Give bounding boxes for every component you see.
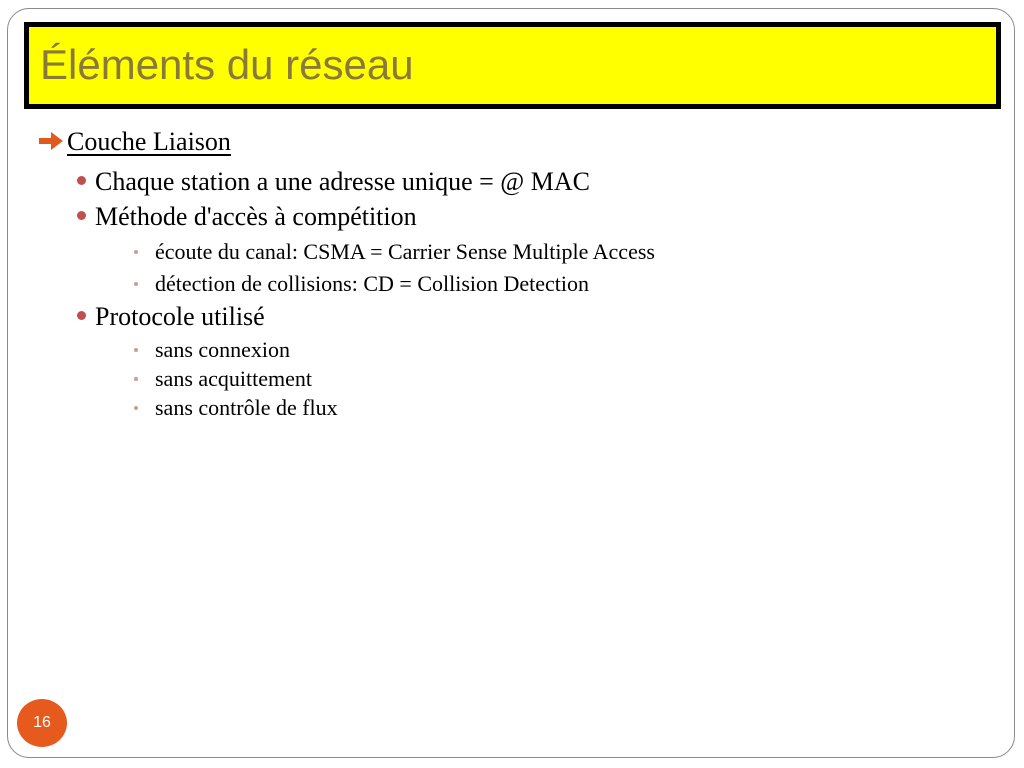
list-item [77, 166, 590, 198]
list-item-text: Méthode d'accès à compétition [95, 202, 417, 231]
title-box [24, 22, 1001, 109]
sub-list-item [134, 394, 338, 422]
sub-list-item [134, 365, 312, 393]
sub-list-item [134, 336, 290, 364]
list-item-text: Chaque station a une adresse unique = @ MAC [95, 167, 590, 196]
sub-list-item [134, 270, 589, 298]
sub-list-item-text: détection de collisions: CD = Collision Detection [155, 271, 590, 296]
list-item-text: Protocole utilisé [95, 302, 265, 331]
list-item [77, 301, 265, 333]
slide-number-badge: 16 [17, 699, 67, 747]
sub-list-item [134, 238, 655, 266]
bullet-icon [77, 176, 86, 185]
bullet-icon [77, 211, 86, 220]
section-heading-row [37, 126, 231, 158]
small-bullet-icon [134, 250, 138, 254]
arrow-right-icon [37, 130, 65, 152]
section-heading: Couche Liaison [67, 127, 231, 156]
list-item [77, 201, 417, 233]
sub-list-item-text: sans acquittement [155, 366, 313, 391]
bullet-icon [77, 311, 86, 320]
small-bullet-icon [134, 348, 138, 352]
small-bullet-icon [134, 406, 138, 410]
slide-title: Éléments du réseau [40, 41, 414, 88]
sub-list-item-text: sans contrôle de flux [155, 395, 338, 420]
small-bullet-icon [134, 377, 138, 381]
sub-list-item-text: écoute du canal: CSMA = Carrier Sense Multiple Access [155, 239, 655, 264]
sub-list-item-text: sans connexion [155, 337, 291, 362]
small-bullet-icon [134, 282, 138, 286]
